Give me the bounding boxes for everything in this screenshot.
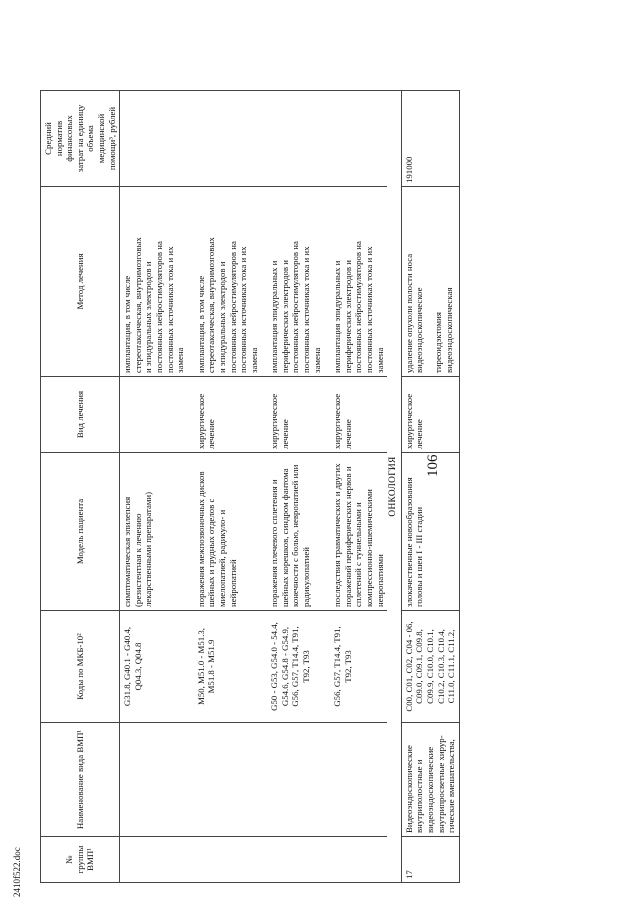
treatment-type-cell [120, 377, 188, 453]
table-row [401, 91, 459, 883]
patient-model-cell: поражения плечевого сплетения и шейных корешков, синдром фантома конечности с болью, невропатией или радикулопатией [261, 453, 324, 611]
patient-model-cell: симптоматическая эпилепсия (резистентная к лечению лекарственными препаратами) [120, 453, 188, 611]
icd-codes-cell: G56, G57, T14.4, T91, T92, T93 [324, 611, 387, 723]
header-patient-model: Модель пациента [41, 453, 120, 611]
vmp-name-cell [120, 723, 388, 837]
section-row [387, 91, 401, 883]
section-title: ОНКОЛОГИЯ [387, 91, 401, 883]
icd-codes-cell: G31.8, G40.1 - G40.4, Q04.3, Q04.8 [120, 611, 188, 723]
icd-codes-cell: G50 - G53, G54.0 - 54.4, G54.6, G54.8 - G54.9, G56, G57, T14.4, T91, T92, T93 [261, 611, 324, 723]
footer-filename: 2410f522.doc [12, 847, 22, 897]
patient-model-cell: последствия травматических и других поражений периферических нервов и сплетений с туннельными и компрессионно-ишемическими невропатиями [324, 453, 387, 611]
treatment-method-cell: имплантация эпидуральных и периферических электродов и постоянных нейростимуляторов на постоянных источниках тока и их замена [324, 187, 387, 377]
icd-codes-cell: C00, C01, C02, C04 - 06, C09.0, C09.1, C09.8, C09.9, C10.0, C10.1, C10.2, C10.3, C10.4, C11.0, C11.1, C11.2, [401, 611, 459, 723]
treatment-type-cell: хирургическое лечение [188, 377, 262, 453]
vmp-table [40, 90, 460, 883]
table-row [120, 91, 188, 883]
treatment-method-cell: имплантация, в том числе стереотаксическая, внутримозговых и эпидуральных электродов и постоянных нейростимуляторов на постоянных источниках тока и их замена [120, 187, 188, 377]
icd-codes-cell: M50, M51.0 - M51.3, M51.8 - M51.9 [188, 611, 262, 723]
header-vmp-name: Наименование вида ВМП¹ [41, 723, 120, 837]
group-cell: 17 [401, 837, 459, 883]
vmp-name-cell: Видеоэндоскопические внутриполостные и видеоэндоскопические внутрипросветные хирур- гические вмешательства, [401, 723, 459, 837]
table-header-row [41, 91, 120, 883]
page-number: 106 [425, 454, 441, 477]
patient-model-cell: поражения межпозвоночных дисков шейных и грудных отделов с миелопатией, радикуло- и нейропатией [188, 453, 262, 611]
header-average-cost: Средний норматив финансовых затрат на единицу объема медицинской помощи³, рублей [41, 91, 120, 187]
header-treatment-type: Вид лечения [41, 377, 120, 453]
treatment-type-cell: хирургическое лечение [324, 377, 387, 453]
header-group-number: № группы ВМП¹ [41, 837, 120, 883]
treatment-method-cell: удаление опухоли полости носа видеоэндоскопическое тиреоидэктомия видеоэндоскопическая [401, 187, 459, 377]
cost-cell [120, 91, 388, 187]
treatment-type-cell: хирургическое лечение [401, 377, 459, 453]
treatment-method-cell: имплантация эпидуральных и периферических электродов и постоянных нейростимуляторов на постоянных источниках тока и их замена [261, 187, 324, 377]
treatment-method-cell: имплантация, в том числе стереотаксическая, внутримозговых и эпидуральных электродов и постоянных нейростимуляторов на постоянных источниках тока и их замена [188, 187, 262, 377]
cost-cell: 191000 [401, 91, 459, 187]
group-cell [120, 837, 388, 883]
patient-model-cell: злокачественные новообразования головы и шеи I - III стадии [401, 453, 459, 611]
header-treatment-method: Метод лечения [41, 187, 120, 377]
header-icd-codes: Коды по МКБ-10² [41, 611, 120, 723]
treatment-type-cell: хирургическое лечение [261, 377, 324, 453]
